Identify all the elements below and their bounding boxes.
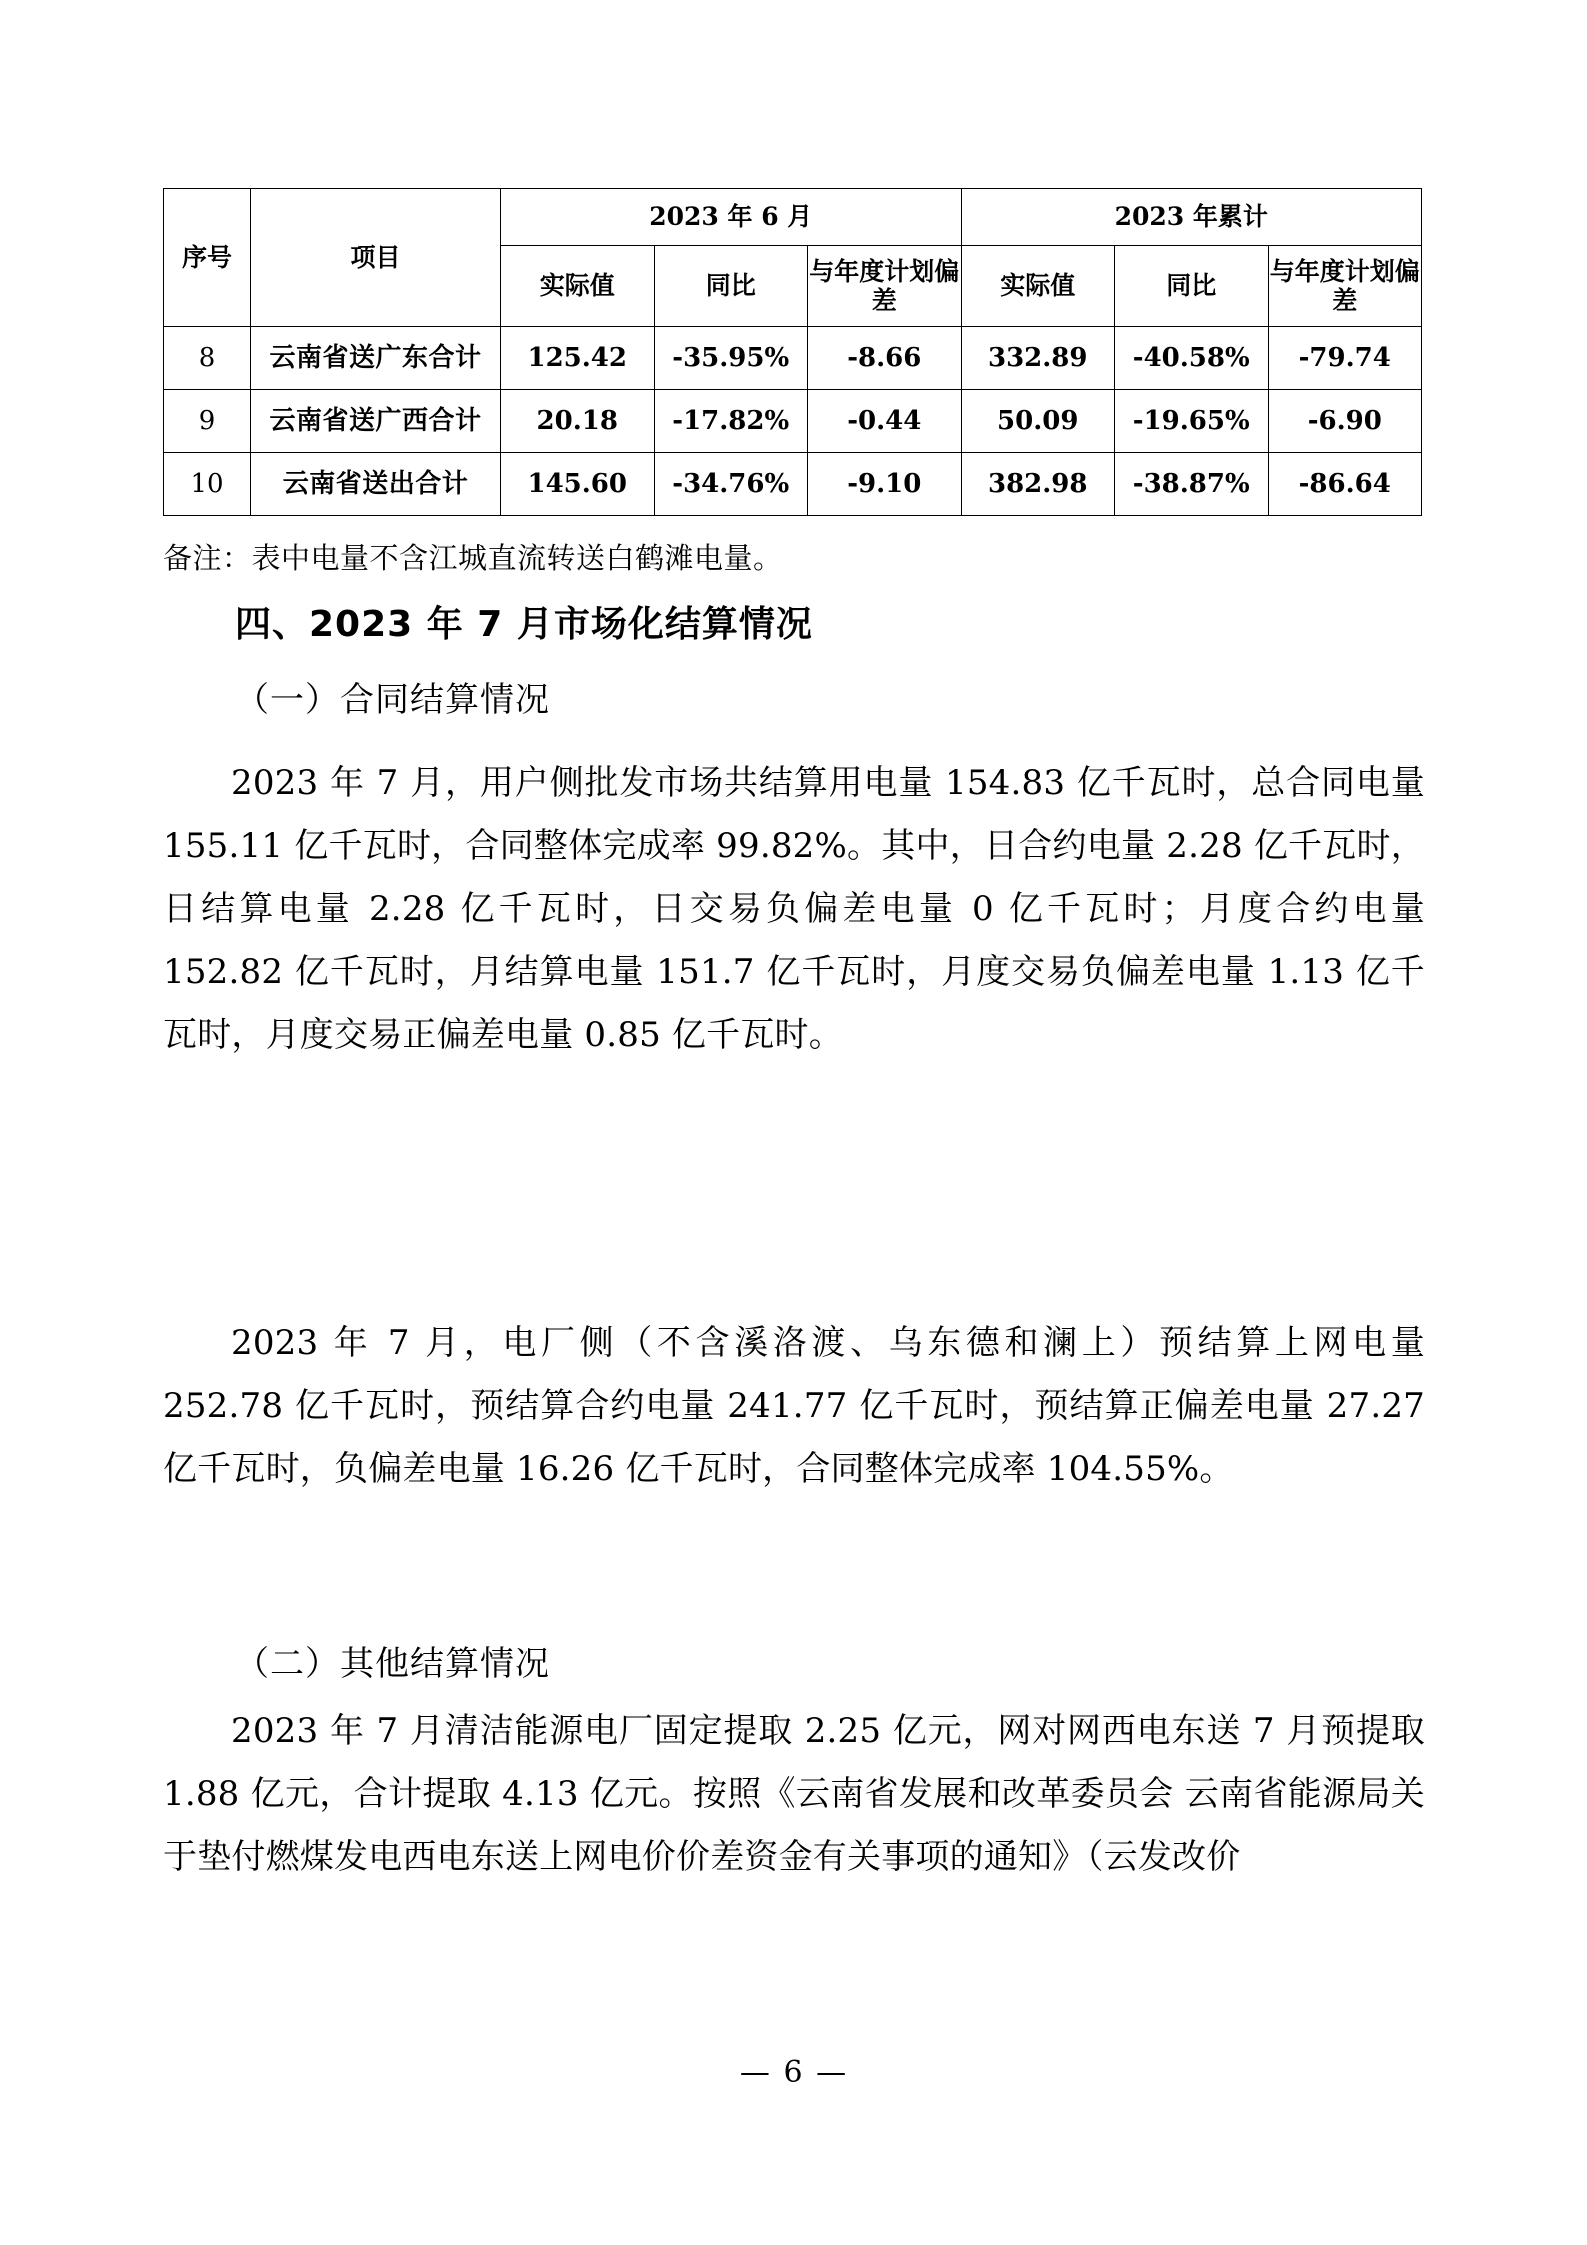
subheading-contract-settlement: （一）合同结算情况 (235, 680, 550, 720)
cell-cumulative-yoy: -38.87% (1115, 453, 1269, 516)
table-note: 备注：表中电量不含江城直流转送白鹤滩电量。 (163, 541, 783, 575)
header-cell-month-yoy: 同比 (654, 246, 808, 327)
power-transmission-table (163, 188, 1422, 516)
cell-month-actual: 20.18 (501, 390, 655, 453)
header-cell-sequence-number: 序号 (164, 189, 251, 327)
cell-cumulative-deviation: -79.74 (1268, 327, 1422, 390)
header-cell-month-actual: 实际值 (501, 246, 655, 327)
cell-sequence-number: 10 (164, 453, 251, 516)
table-row (164, 390, 1422, 453)
cell-cumulative-deviation: -6.90 (1268, 390, 1422, 453)
cell-cumulative-actual: 332.89 (961, 327, 1115, 390)
cell-item-name: 云南省送广西合计 (251, 390, 501, 453)
table-row (164, 453, 1422, 516)
header-cell-group-june-2023: 2023 年 6 月 (501, 189, 962, 246)
cell-month-yoy: -35.95% (654, 327, 808, 390)
cell-month-actual: 145.60 (501, 453, 655, 516)
cell-item-name: 云南省送广东合计 (251, 327, 501, 390)
table-header-row-group (164, 189, 1422, 246)
cell-month-deviation: -8.66 (808, 327, 962, 390)
table-body (164, 327, 1422, 516)
header-cell-month-deviation: 与年度计划偏差 (808, 246, 962, 327)
cell-cumulative-actual: 382.98 (961, 453, 1115, 516)
paragraph-contract-settlement: 2023 年 7 月，用户侧批发市场共结算用电量 154.83 亿千瓦时，总合同电量 155.11 亿千瓦时，合同整体完成率 99.82%。其中，日合约电量 2.28 亿千瓦时，日结算电量 2.28 亿千瓦时，日交易负偏差电量 0 亿千瓦时；月度合约电量 152.82 亿千瓦时，月结算电量 151.7 亿千瓦时，月度交易负偏差电量 1.13 亿千瓦时，月度交易正偏差电量 0.85 亿千瓦时。 (163, 763, 1425, 1055)
paragraph-plant-settlement: 2023 年 7 月，电厂侧（不含溪洛渡、乌东德和澜上）预结算上网电量 252.78 亿千瓦时，预结算合约电量 241.77 亿千瓦时，预结算正偏差电量 27.27 亿千瓦时，负偏差电量 16.26 亿千瓦时，合同整体完成率 104.55%。 (163, 1323, 1425, 1489)
cell-sequence-number: 8 (164, 327, 251, 390)
header-cell-group-cumulative-2023: 2023 年累计 (961, 189, 1422, 246)
page-number: — 6 — (739, 2055, 849, 2090)
header-cell-cumulative-deviation: 与年度计划偏差 (1268, 246, 1422, 327)
header-cell-cumulative-actual: 实际值 (961, 246, 1115, 327)
cell-sequence-number: 9 (164, 390, 251, 453)
cell-month-deviation: -0.44 (808, 390, 962, 453)
cell-cumulative-yoy: -40.58% (1115, 327, 1269, 390)
table-row (164, 327, 1422, 390)
cell-month-deviation: -9.10 (808, 453, 962, 516)
cell-cumulative-actual: 50.09 (961, 390, 1115, 453)
header-cell-cumulative-yoy: 同比 (1115, 246, 1269, 327)
cell-month-actual: 125.42 (501, 327, 655, 390)
section-heading-four: 四、2023 年 7 月市场化结算情况 (235, 604, 813, 645)
paragraph-other-settlement: 2023 年 7 月清洁能源电厂固定提取 2.25 亿元，网对网西电东送 7 月预提取 1.88 亿元，合计提取 4.13 亿元。按照《云南省发展和改革委员会 云南省能源局关于垫付燃煤发电西电东送上网电价价差资金有关事项的通知》（云发改价 (163, 1711, 1425, 1877)
header-cell-item: 项目 (251, 189, 501, 327)
subheading-other-settlement: （二）其他结算情况 (235, 1644, 550, 1684)
table-header (164, 189, 1422, 327)
cell-cumulative-deviation: -86.64 (1268, 453, 1422, 516)
cell-item-name: 云南省送出合计 (251, 453, 501, 516)
cell-month-yoy: -34.76% (654, 453, 808, 516)
cell-cumulative-yoy: -19.65% (1115, 390, 1269, 453)
cell-month-yoy: -17.82% (654, 390, 808, 453)
